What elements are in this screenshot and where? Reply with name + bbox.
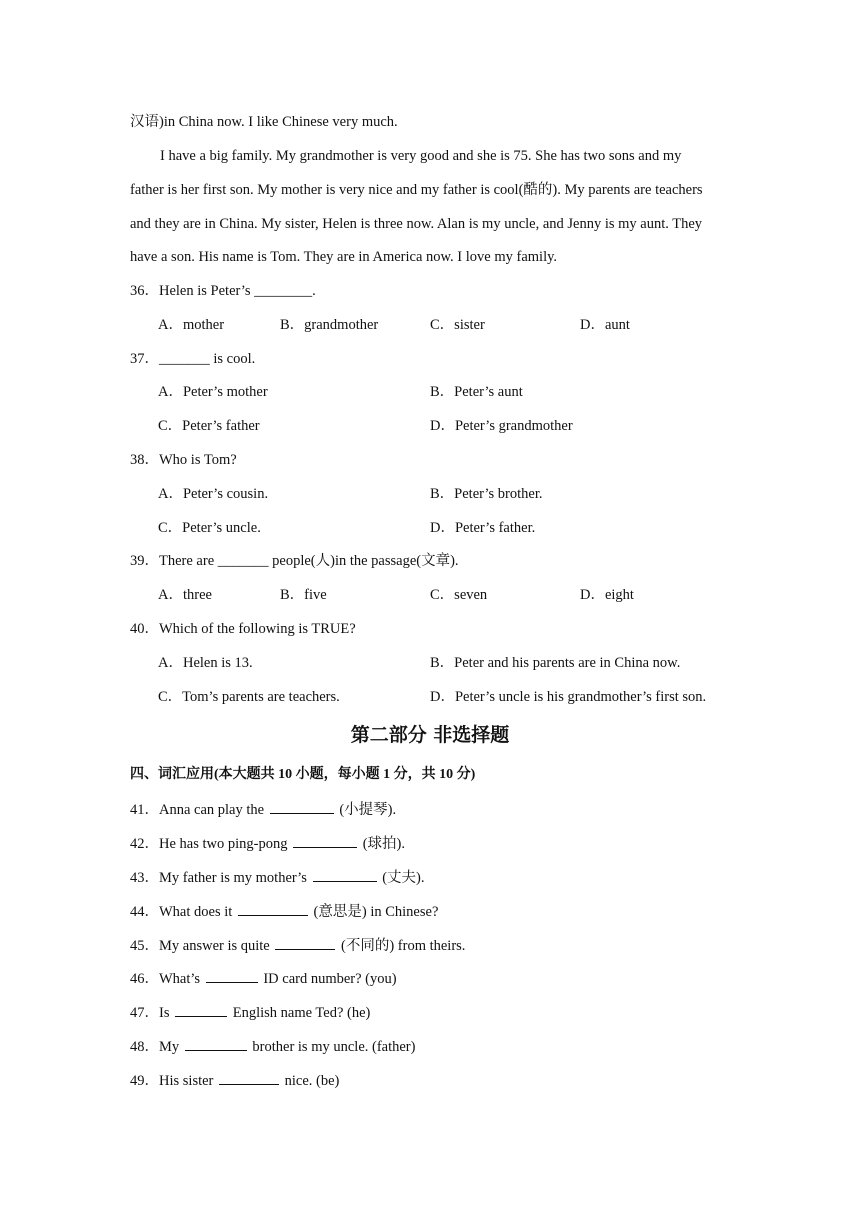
vocab-question-text: 42．He has two ping-pong: [130, 836, 292, 852]
vocab-question-49: [130, 1070, 339, 1091]
question-40-option-a[interactable]: A．Helen is 13.: [158, 655, 253, 671]
question-36-option-c[interactable]: C．sister: [430, 317, 485, 333]
question-38-option-d[interactable]: D．Peter’s father.: [430, 520, 536, 536]
vocab-question-hint: (意思是) in Chinese?: [309, 904, 439, 920]
answer-blank[interactable]: [175, 1002, 227, 1017]
vocab-question-text: 44．What does it: [130, 904, 236, 920]
part-two-title: 第二部分 非选择题: [350, 724, 510, 746]
answer-blank[interactable]: [270, 799, 334, 814]
question-40-stem: 40．Which of the following is TRUE?: [130, 621, 356, 637]
vocab-question-hint: nice. (be): [281, 1073, 340, 1089]
question-38-stem: 38．Who is Tom?: [130, 452, 237, 468]
question-39-stem: 39．There are _______ people(人)in the passage(文章).: [130, 553, 459, 569]
question-36-option-a[interactable]: A．mother: [158, 317, 225, 333]
answer-blank[interactable]: [185, 1036, 247, 1051]
question-40-option-b[interactable]: B．Peter and his parents are in China now.: [430, 655, 681, 671]
vocab-question-text: 43．My father is my mother’s: [130, 870, 311, 886]
vocab-question-hint: (丈夫).: [378, 870, 425, 886]
passage-line-3: father is her first son. My mother is very nice and my father is cool(酷的). My parents are teachers: [130, 182, 703, 198]
vocab-question-45: [130, 935, 465, 956]
question-39-option-a[interactable]: A．three: [158, 587, 212, 603]
passage-line-2: I have a big family. My grandmother is very good and she is 75. She has two sons and my: [160, 148, 682, 164]
passage-line-4: and they are in China. My sister, Helen is three now. Alan is my uncle, and Jenny is my aunt. They: [130, 216, 703, 232]
answer-blank[interactable]: [219, 1070, 279, 1085]
vocab-question-hint: ID card number? (you): [259, 971, 397, 987]
question-37-stem: 37．_______ is cool.: [130, 351, 256, 367]
question-40-option-c[interactable]: C．Tom’s parents are teachers.: [158, 689, 340, 705]
vocab-question-41: [130, 799, 396, 820]
vocab-question-text: 45．My answer is quite: [130, 938, 274, 954]
vocab-question-hint: (小提琴).: [335, 802, 397, 818]
question-37-option-b[interactable]: B．Peter’s aunt: [430, 384, 523, 400]
vocab-question-text: 48．My: [130, 1039, 183, 1055]
passage-line-5: have a son. His name is Tom. They are in America now. I love my family.: [130, 249, 558, 265]
question-39-option-b[interactable]: B．five: [280, 587, 327, 603]
vocab-question-text: 49．His sister: [130, 1073, 217, 1089]
vocab-question-43: [130, 867, 424, 888]
section-four-title: 四、词汇应用(本大题共 10 小题，每小题 1 分，共 10 分): [130, 767, 476, 782]
vocab-question-47: [130, 1002, 370, 1023]
question-36-stem: 36．Helen is Peter’s ________.: [130, 283, 316, 299]
question-37-option-c[interactable]: C．Peter’s father: [158, 418, 260, 434]
vocab-question-text: 47．Is: [130, 1005, 174, 1021]
question-38-option-c[interactable]: C．Peter’s uncle.: [158, 520, 261, 536]
vocab-question-text: 41．Anna can play the: [130, 802, 268, 818]
question-38-option-b[interactable]: B．Peter’s brother.: [430, 486, 543, 502]
vocab-question-44: [130, 901, 438, 922]
question-36-option-b[interactable]: B．grandmother: [280, 317, 379, 333]
question-37-option-a[interactable]: A．Peter’s mother: [158, 384, 268, 400]
vocab-question-text: 46．What’s: [130, 971, 204, 987]
vocab-question-48: [130, 1036, 415, 1057]
vocab-question-42: [130, 833, 405, 854]
vocab-question-hint: (球拍).: [359, 836, 406, 852]
answer-blank[interactable]: [293, 833, 357, 848]
vocab-question-46: [130, 968, 397, 989]
question-39-option-d[interactable]: D．eight: [580, 587, 634, 603]
passage-line-1: 汉语)in China now. I like Chinese very much.: [130, 114, 398, 130]
answer-blank[interactable]: [206, 968, 258, 983]
question-39-option-c[interactable]: C．seven: [430, 587, 488, 603]
question-37-option-d[interactable]: D．Peter’s grandmother: [430, 418, 573, 434]
vocab-question-hint: brother is my uncle. (father): [248, 1039, 416, 1055]
question-40-option-d[interactable]: D．Peter’s uncle is his grandmother’s first son.: [430, 689, 707, 705]
answer-blank[interactable]: [275, 935, 335, 950]
vocab-question-hint: English name Ted? (he): [229, 1005, 371, 1021]
question-36-option-d[interactable]: D．aunt: [580, 317, 630, 333]
vocab-question-hint: (不同的) from theirs.: [337, 938, 466, 954]
question-38-option-a[interactable]: A．Peter’s cousin.: [158, 486, 269, 502]
answer-blank[interactable]: [313, 867, 377, 882]
answer-blank[interactable]: [238, 901, 308, 916]
